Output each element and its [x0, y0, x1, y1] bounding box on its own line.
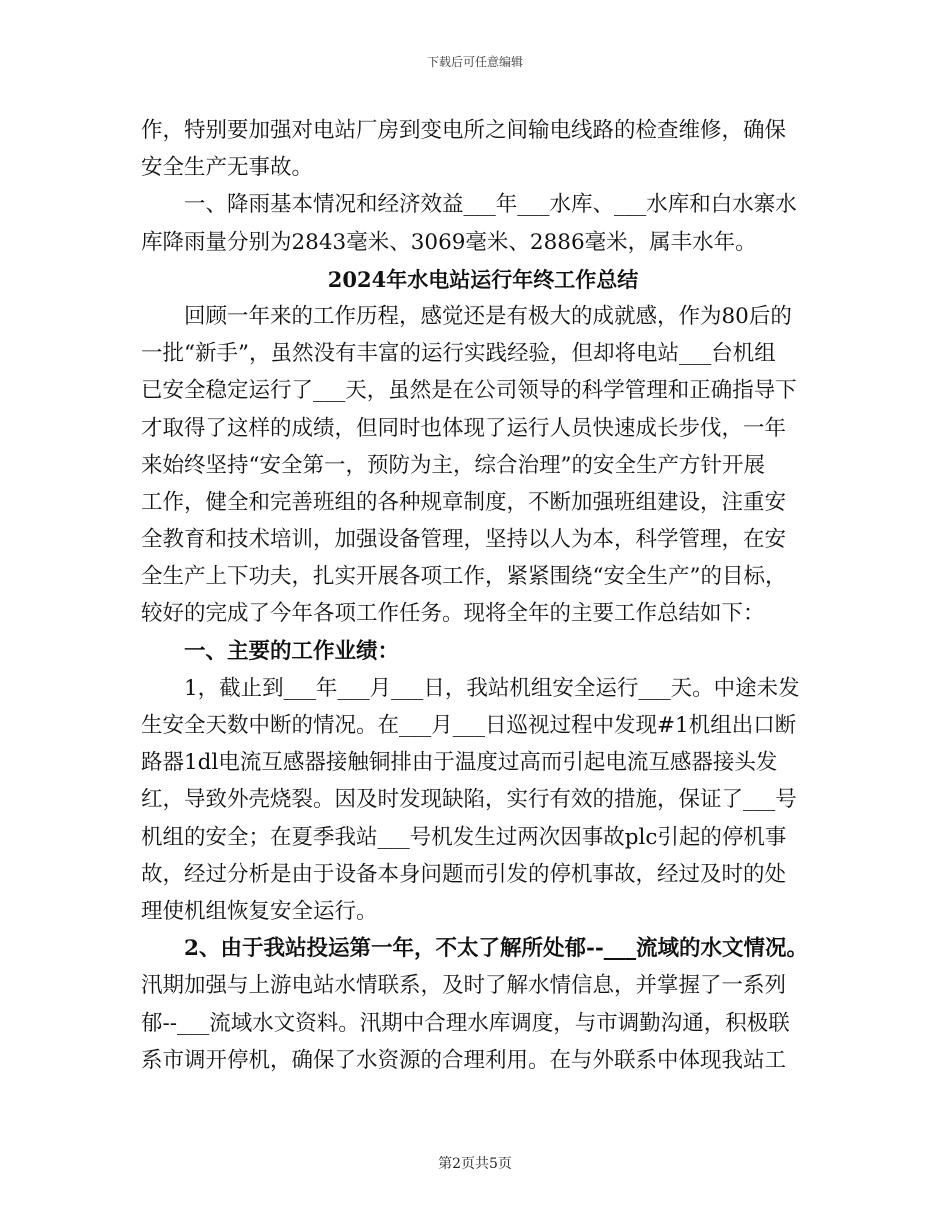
- paragraph-line: 工作，健全和完善班组的各种规章制度，不断加强班组建设，注重安: [141, 489, 787, 515]
- paragraph-line: 汛期加强与上游电站水情联系，及时了解水情信息，并掌握了一系列: [141, 973, 787, 999]
- paragraph-line: 安全生产无事故。: [141, 155, 314, 181]
- paragraph-line: 机组的安全；在夏季我站___号机发生过两次因事故plc引起的停机事: [141, 824, 787, 850]
- document-body: [141, 112, 825, 1079]
- paragraph-line: 一、降雨基本情况和经济效益___年___水库、___水库和白水寨水: [184, 192, 797, 218]
- paragraph-line: 系市调开停机，确保了水资源的合理利用。在与外联系中体现我站工: [141, 1047, 787, 1073]
- section-heading: 一、主要的工作业绩：: [184, 638, 400, 664]
- document-title: 2024年水电站运行年终工作总结: [327, 266, 639, 292]
- paragraph-line: 1，截止到___年___月___日，我站机组安全运行___天。中途未发: [184, 675, 800, 701]
- paragraph-line: 来始终坚持“安全第一，预防为主，综合治理”的安全生产方针开展: [141, 452, 765, 478]
- paragraph-line: 库降雨量分别为2843毫米、3069毫米、2886毫米，属丰水年。: [141, 229, 757, 255]
- paragraph-line: 红，导致外壳烧裂。因及时发现缺陷，实行有效的措施，保证了___号: [141, 787, 797, 813]
- paragraph-line: 较好的完成了今年各项工作任务。现将全年的主要工作总结如下：: [141, 601, 765, 627]
- paragraph-line: 才取得了这样的成绩，但同时也体现了运行人员快速成长步伐，一年: [141, 415, 787, 441]
- page-header-note: 下载后可任意编辑: [426, 55, 523, 69]
- section-heading: 2、由于我站投运第一年，不太了解所处郁--___流域的水文情况。: [184, 936, 809, 962]
- paragraph-line: 已安全稳定运行了___天，虽然是在公司领导的科学管理和正确指导下: [141, 378, 797, 404]
- paragraph-line: 一批“新手”，虽然没有丰富的运行实践经验，但却将电站___台机组: [141, 341, 776, 367]
- paragraph-line: 理使机组恢复安全运行。: [141, 898, 378, 924]
- page-number: 第2页共5页: [438, 1156, 512, 1172]
- paragraph-line: 全生产上下功夫，扎实开展各项工作，紧紧围绕“安全生产”的目标，: [141, 564, 787, 590]
- paragraph-line: 作，特别要加强对电站厂房到变电所之间输电线路的检查维修，确保: [141, 118, 787, 143]
- paragraph-line: 回顾一年来的工作历程，感觉还是有极大的成就感，作为80后的: [184, 303, 792, 329]
- paragraph-line: 故，经过分析是由于设备本身问题而引发的停机事故，经过及时的处: [141, 861, 787, 887]
- paragraph-line: 路器1dl电流互感器接触铜排由于温度过高而引起电流互感器接头发: [141, 750, 778, 776]
- paragraph-line: 郁--___流域水文资料。汛期中合理水库调度，与市调勤沟通，积极联: [141, 1010, 790, 1036]
- paragraph-line: 生安全天数中断的情况。在___月___日巡视过程中发现#1机组出口断: [141, 713, 797, 738]
- paragraph-line: 全教育和技术培训，加强设备管理，坚持以人为本，科学管理，在安: [141, 527, 787, 553]
